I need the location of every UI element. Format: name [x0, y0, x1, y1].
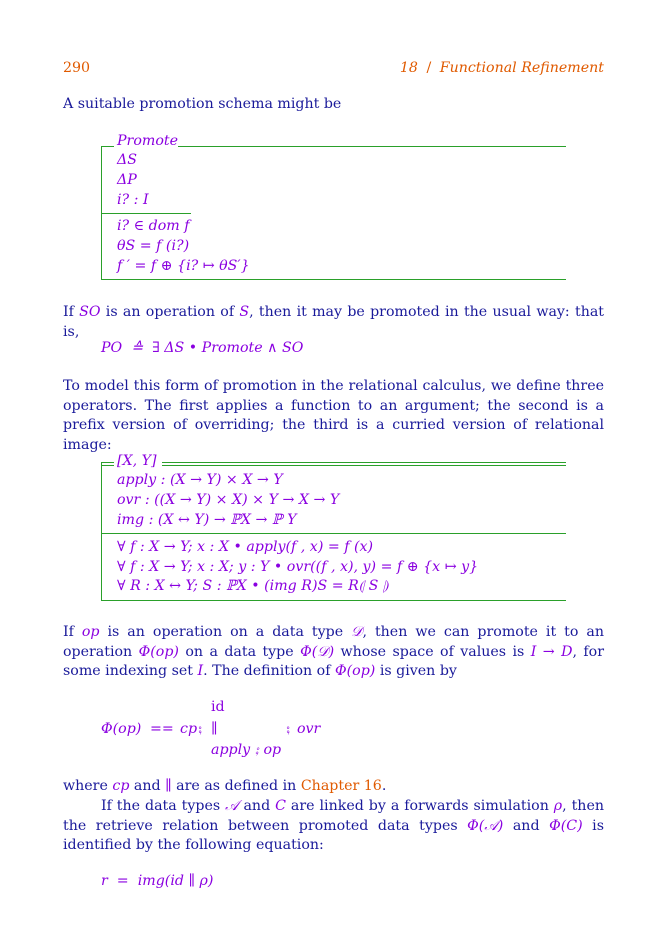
schema-predicate: i? ∈ dom f	[117, 218, 190, 234]
gendef-decl: apply : (X → Y) × X → Y	[117, 472, 283, 488]
gendef-predicate: ∀ f : X → Y; x : X • apply(f , x) = f (x)	[117, 539, 374, 555]
phi-semi2: ⨟	[286, 721, 291, 737]
schema-middle-rule	[101, 213, 191, 214]
paragraph-promote-op: If op is an operation on a data type 𝒟, then we can promote it to an operation Φ(op) on a data type Φ(𝒟) whose space of values is I → D, for some indexing set I. The definition of Φ(op) is given by	[63, 624, 604, 680]
gendef-bottom-rule	[101, 600, 566, 601]
gendef-left-rule	[101, 462, 102, 600]
po-definition: PO ≙ ∃ ΔS • Promote ∧ SO	[101, 340, 304, 356]
paragraph-operators: To model this form of promotion in the relational calculus, we define three operators. The first applies a function to an argument; the second is a prefix version of overriding; the third is a curried version of relational image:	[63, 378, 604, 453]
schema-decl: ΔP	[117, 172, 137, 188]
paragraph-promotion: If SO is an operation of S, then it may be promoted in the usual way: that is,	[63, 304, 605, 340]
gendef-top-double-rule	[162, 462, 566, 463]
schema-predicate: f ′ = f ⊕ {i? ↦ θS′}	[117, 258, 250, 274]
gendef-left-double-rule	[101, 462, 114, 463]
gendef-middle-rule	[101, 533, 566, 534]
gendef-decl: img : (X ↔ Y) → ℙX → ℙ Y	[117, 512, 297, 528]
schema-name: Promote	[117, 133, 178, 149]
schema-left-tick	[101, 146, 114, 147]
phi-semi: ⨟	[198, 721, 203, 737]
schema-decl: i? : I	[117, 192, 149, 208]
chapter-title: Functional Refinement	[439, 60, 604, 76]
schema-predicate: θS = f (i?)	[117, 238, 190, 254]
header-separator: /	[426, 60, 432, 76]
phi-eq: ==	[150, 721, 174, 737]
intro-paragraph: A suitable promotion schema might be	[63, 96, 342, 112]
chapter-number: 18	[399, 60, 418, 76]
page-number: 290	[63, 60, 91, 76]
chapter-16-link[interactable]: Chapter 16	[300, 778, 382, 794]
phi-top: id	[211, 699, 225, 715]
schema-decl: ΔS	[117, 152, 137, 168]
phi-par: ∥	[211, 721, 218, 737]
retrieve-equation: r = img(id ∥ ρ)	[101, 873, 214, 889]
running-header	[400, 60, 604, 76]
paragraph-where: where cp and ∥ are as defined in Chapter 16.	[63, 778, 387, 794]
gendef-predicate: ∀ R : X ↔ Y; S : ℙX • (img R)S = R⦇ S ⦈	[117, 578, 389, 594]
schema-bottom-rule	[101, 279, 566, 280]
phi-bottom: apply ⨟ op	[211, 742, 282, 758]
phi-cp: cp	[180, 721, 198, 737]
paragraph-simulation: If the data types 𝒜 and C are linked by a forwards simulation ρ, then the retrieve relation between promoted data types Φ(𝒜) and Φ(C) is identified by the following equation:	[63, 798, 605, 854]
phi-ovr: ovr	[297, 721, 321, 737]
gendef-predicate: ∀ f : X → Y; x : X; y : Y • ovr((f , x), y) = f ⊕ {x ↦ y}	[117, 559, 479, 575]
gendef-decl: ovr : ((X → Y) × X) × Y → X → Y	[117, 492, 340, 508]
phi-lhs: Φ(op)	[101, 721, 142, 737]
gendef-params: [X, Y]	[117, 453, 157, 469]
schema-top-rule	[178, 146, 566, 147]
